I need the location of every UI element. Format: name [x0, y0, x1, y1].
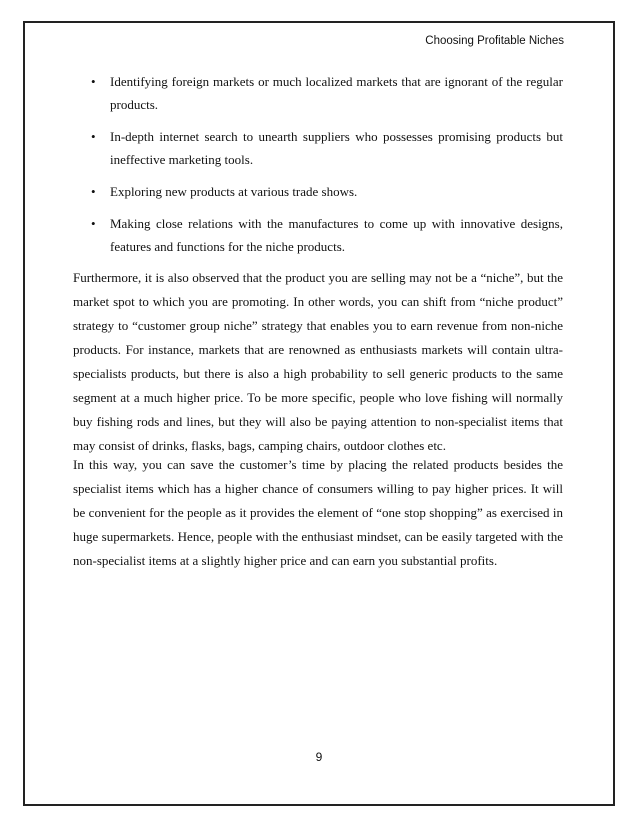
bullet-item [73, 70, 563, 116]
bullet-list [73, 70, 563, 267]
bullet-text: Identifying foreign markets or much localized markets that are ignorant of the regular products. [110, 74, 563, 112]
bullet-item [73, 125, 563, 171]
bullet-text: In-depth internet search to unearth suppliers who possesses promising products but ineffective marketing tools. [110, 129, 563, 167]
running-header: Choosing Profitable Niches [425, 35, 564, 47]
body-paragraph: In this way, you can save the customer’s time by placing the related products besides the specialist items which has a higher chance of consumers willing to pay higher prices. It will be convenient for the people as it provides the element of “one stop shopping” as exercised in huge supermarkets. Hence, people with the enthusiast mindset, can be easily targeted with the non-specialist items at a slightly higher price and can earn you substantial profits. [73, 457, 563, 568]
bullet-item [73, 212, 563, 258]
bullet-icon: • [91, 216, 96, 231]
bullet-icon: • [91, 184, 96, 199]
bullet-text: Exploring new products at various trade shows. [110, 184, 358, 199]
page-number: 9 [315, 750, 323, 764]
bullet-icon: • [91, 74, 96, 89]
bullet-icon: • [91, 129, 96, 144]
body-paragraph: Furthermore, it is also observed that the product you are selling may not be a “niche”, but the market spot to which you are promoting. In other words, you can shift from “niche product” strategy to “customer group niche” strategy that enables you to earn revenue from non-niche products. For instance, markets that are renowned as enthusiasts markets will contain ultra-specialists products, but there is also a high probability to sell generic products to the same segment at a much higher price. To be more specific, people who love fishing will normally buy fishing rods and lines, but they will also be paying attention to non-specialist items that may consist of drinks, flasks, bags, camping chairs, outdoor clothes etc. [73, 270, 563, 453]
bullet-item [73, 180, 563, 203]
bullet-text: Making close relations with the manufactures to come up with innovative designs, features and functions for the niche products. [110, 216, 563, 254]
